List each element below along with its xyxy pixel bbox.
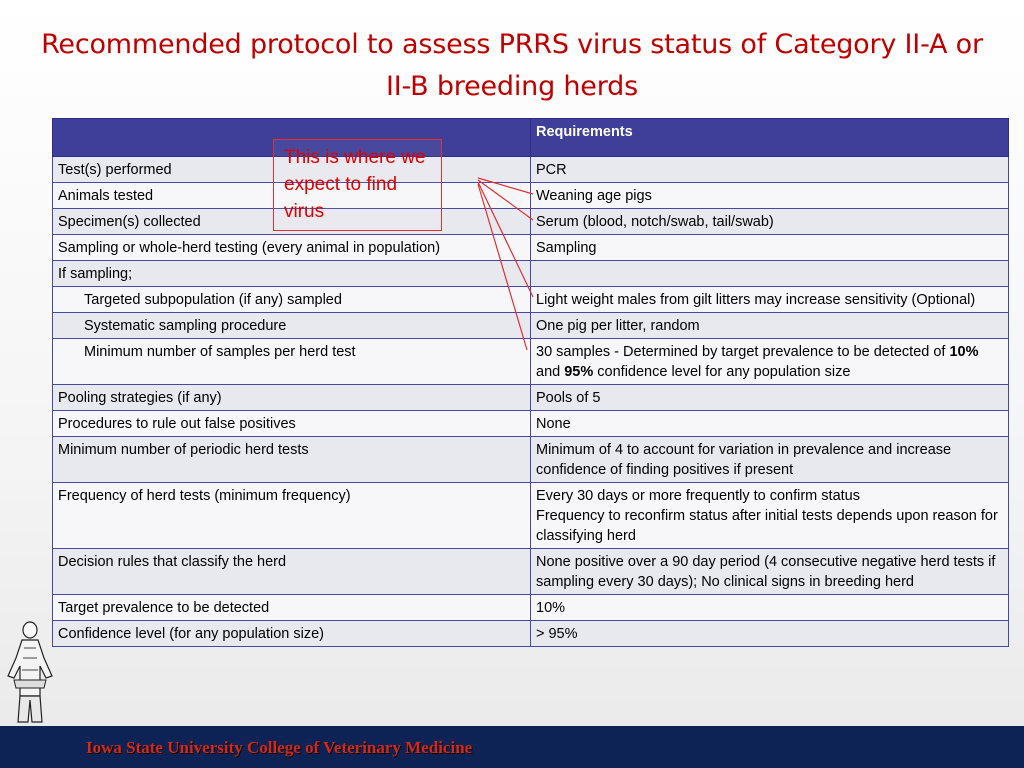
value-bold: 95% — [564, 364, 594, 380]
table-header-row — [53, 119, 1009, 157]
row-value: Pools of 5 — [531, 385, 1009, 411]
row-value: Weaning age pigs — [531, 183, 1009, 209]
table-row — [53, 209, 1009, 235]
table-row — [53, 339, 1009, 385]
row-value: Minimum of 4 to account for variation in prevalence and increase confidence of finding positives if present — [531, 437, 1009, 483]
footer-text: Iowa State University College of Veterinary Medicine — [86, 738, 473, 757]
row-value: Serum (blood, notch/swab, tail/swab) — [531, 209, 1009, 235]
table-row — [53, 549, 1009, 595]
table-row — [53, 595, 1009, 621]
row-label: Procedures to rule out false positives — [53, 411, 531, 437]
row-label: Frequency of herd tests (minimum frequency) — [53, 483, 531, 549]
table-row — [53, 411, 1009, 437]
footer-bar — [0, 726, 1024, 768]
table-row — [53, 385, 1009, 411]
row-label: Confidence level (for any population size) — [53, 621, 531, 647]
row-value — [531, 261, 1009, 287]
row-value — [531, 339, 1009, 385]
row-label: Decision rules that classify the herd — [53, 549, 531, 595]
table-row — [53, 437, 1009, 483]
slide-title: Recommended protocol to assess PRRS virus status of Category II-A or II-B breeding herds — [41, 29, 983, 102]
table-row — [53, 261, 1009, 287]
row-value — [531, 483, 1009, 549]
table-row — [53, 313, 1009, 339]
row-value: 10% — [531, 595, 1009, 621]
row-label: Targeted subpopulation (if any) sampled — [53, 287, 531, 313]
table-row — [53, 183, 1009, 209]
row-value: Light weight males from gilt litters may increase sensitivity (Optional) — [531, 287, 1009, 313]
value-line: Frequency to reconfirm status after initial tests depends upon reason for classifying herd — [536, 508, 998, 544]
protocol-table — [52, 118, 1009, 647]
row-label: Sampling or whole-herd testing (every animal in population) — [53, 235, 531, 261]
row-label: Pooling strategies (if any) — [53, 385, 531, 411]
row-label: Animals tested — [53, 183, 531, 209]
row-value: Sampling — [531, 235, 1009, 261]
annotation-callout: This is where we expect to find virus — [273, 139, 442, 231]
value-text: confidence level for any population size — [593, 364, 851, 380]
row-value: > 95% — [531, 621, 1009, 647]
table-row — [53, 483, 1009, 549]
row-value: None — [531, 411, 1009, 437]
row-label: Minimum number of periodic herd tests — [53, 437, 531, 483]
row-label: Systematic sampling procedure — [53, 313, 531, 339]
row-value: One pig per litter, random — [531, 313, 1009, 339]
value-line: Every 30 days or more frequently to confirm status — [536, 488, 860, 504]
row-value: PCR — [531, 157, 1009, 183]
row-label: Target prevalence to be detected — [53, 595, 531, 621]
value-text: 30 samples - Determined by target prevalence to be detected of — [536, 344, 950, 360]
table-row — [53, 157, 1009, 183]
statue-logo-icon — [0, 618, 60, 728]
row-value: None positive over a 90 day period (4 consecutive negative herd tests if sampling every 30 days); No clinical signs in breeding herd — [531, 549, 1009, 595]
table-row — [53, 235, 1009, 261]
table-row — [53, 621, 1009, 647]
table-row — [53, 287, 1009, 313]
header-requirements: Requirements — [531, 119, 1009, 157]
row-label: If sampling; — [53, 261, 531, 287]
row-label: Minimum number of samples per herd test — [53, 339, 531, 385]
row-label: Test(s) performed — [53, 157, 531, 183]
value-bold: 10% — [949, 344, 979, 360]
value-text: and — [536, 364, 565, 380]
row-label: Specimen(s) collected — [53, 209, 531, 235]
